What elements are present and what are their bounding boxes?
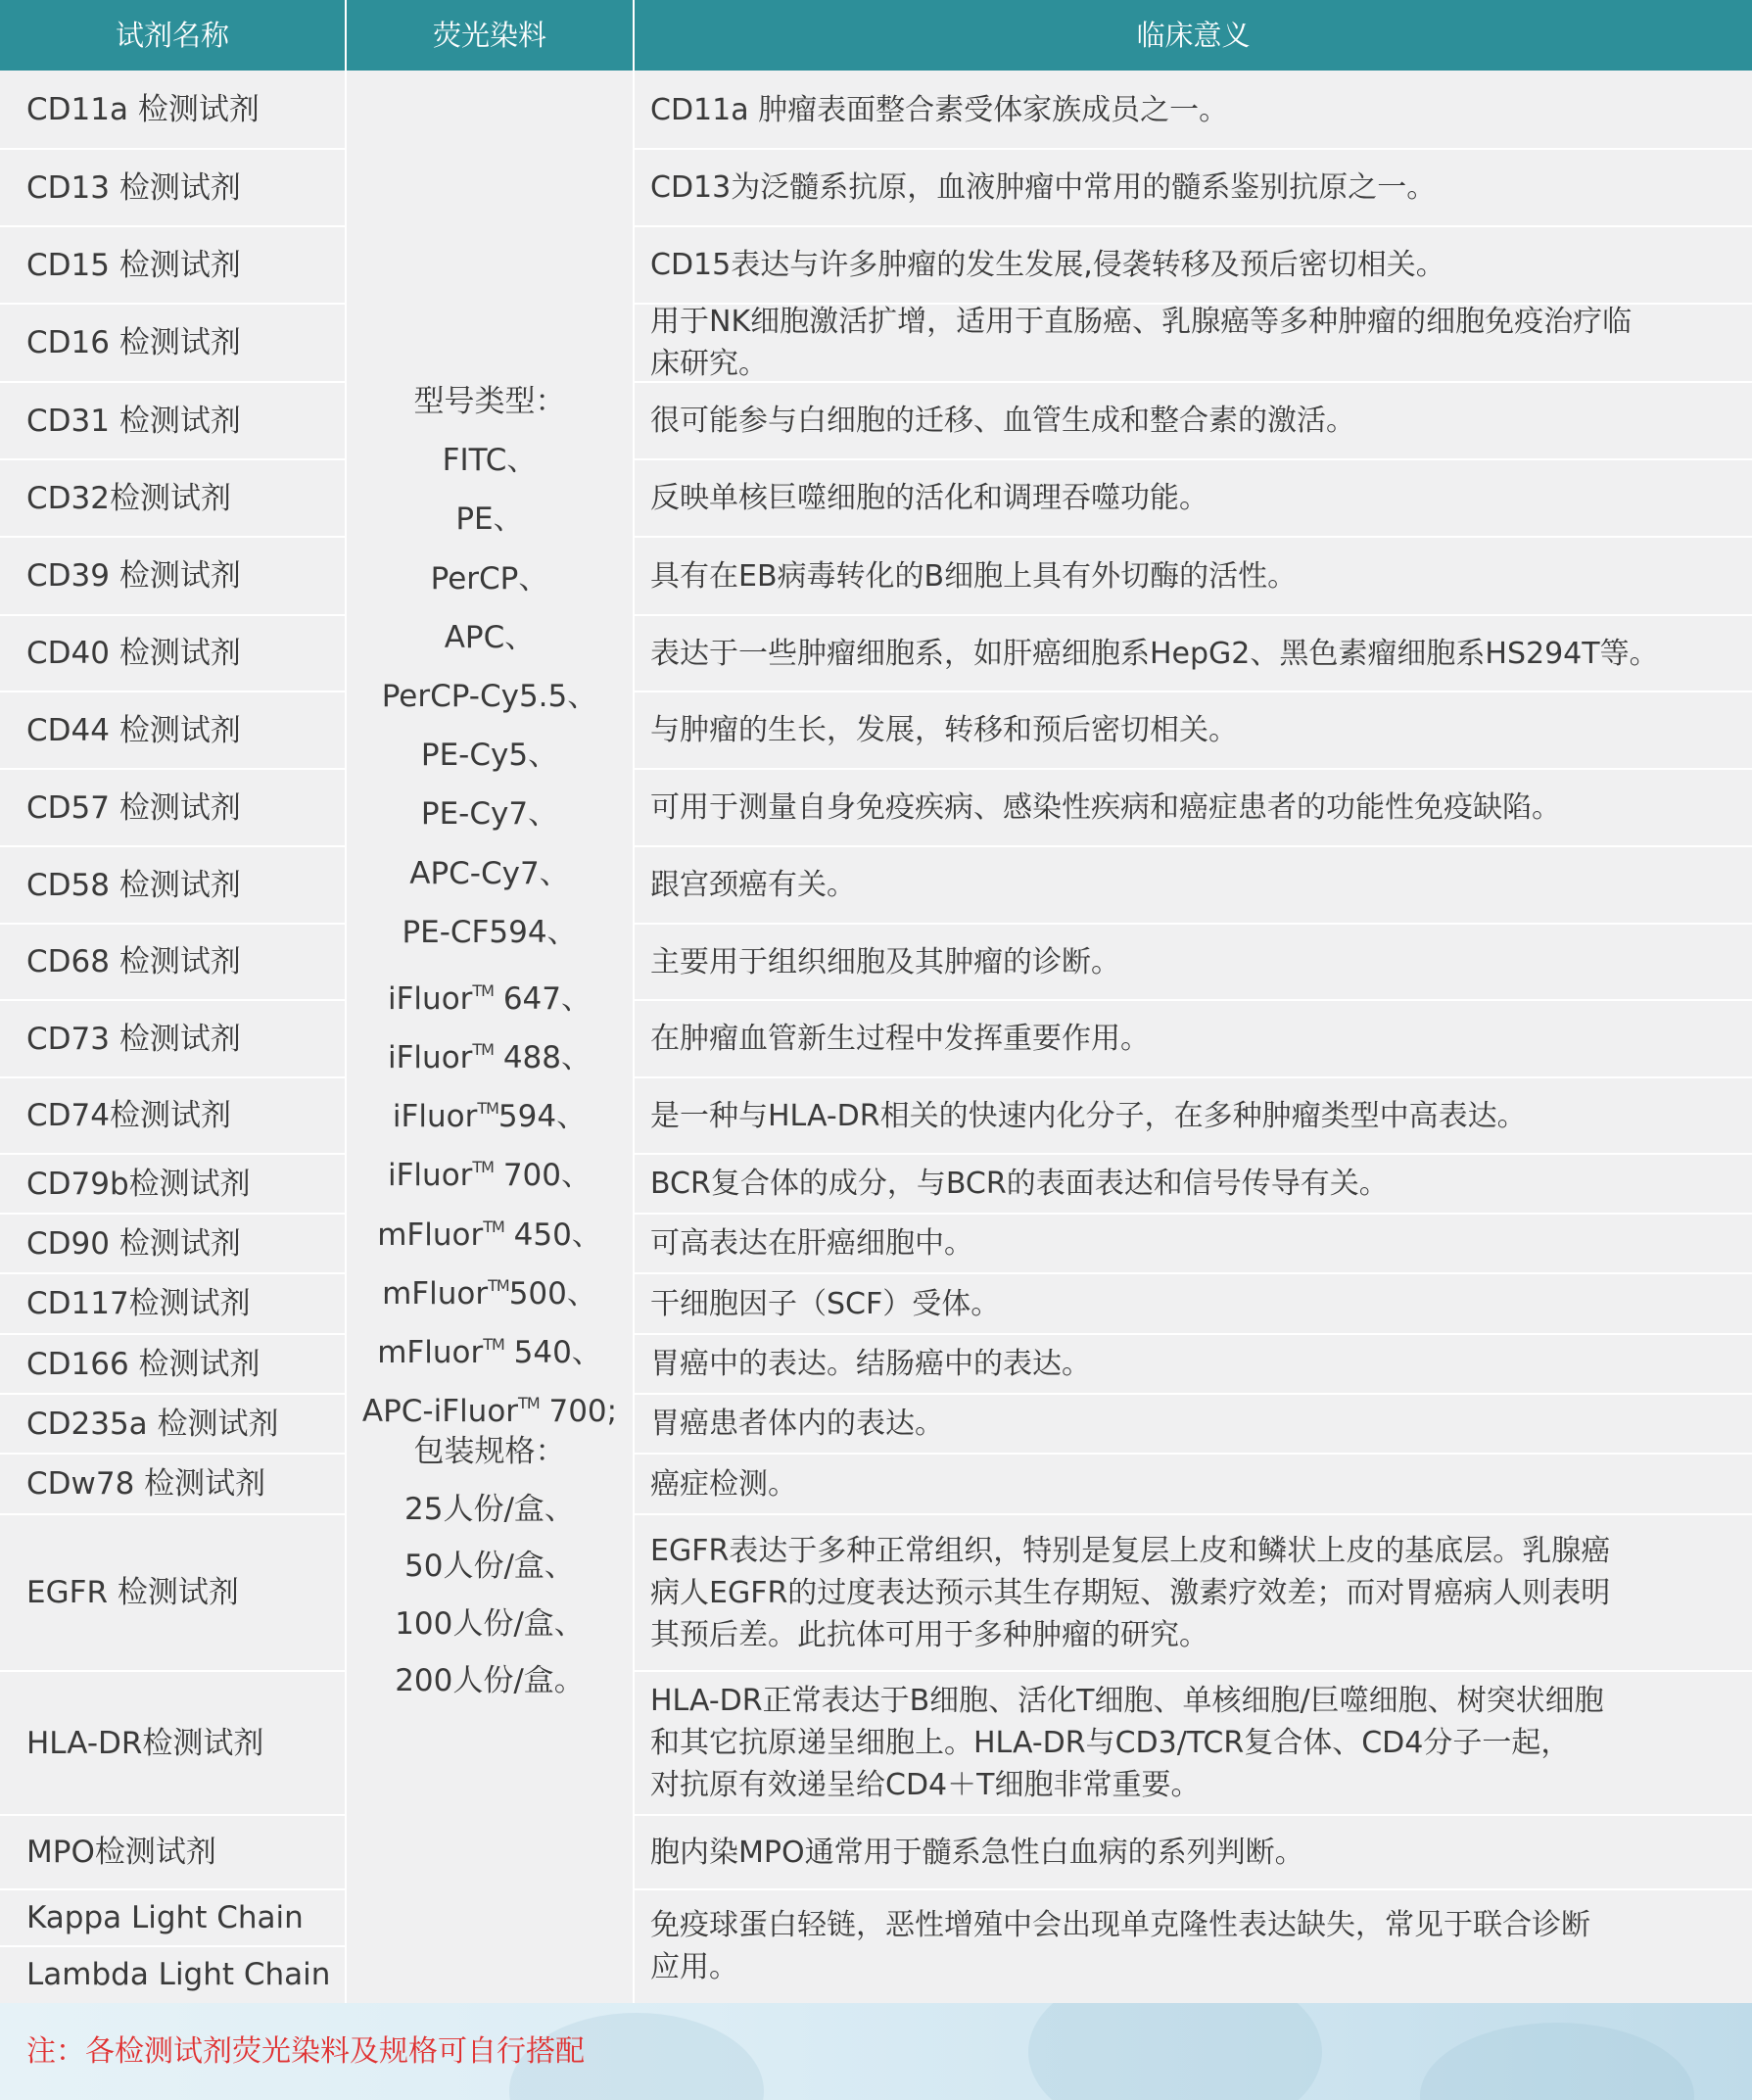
reagent-name	[26, 1671, 340, 1815]
dye-item: PE-CF594、	[402, 914, 578, 950]
reagent-name-line: CD31 检测试剂	[26, 403, 241, 439]
reagent-name	[26, 692, 340, 769]
reagent-name	[26, 1273, 340, 1334]
clinical-significance	[650, 459, 1745, 537]
dye-item: mFluor™ 540、	[377, 1335, 602, 1370]
clinical-significance-text	[650, 400, 1355, 442]
dye-item: FITC、	[442, 443, 538, 479]
table-row	[0, 1815, 1752, 1889]
reagent-name-line: CD40 检测试剂	[26, 636, 241, 671]
footer-note: 注：各检测试剂荧光染料及规格可自行搭配	[26, 2034, 585, 2069]
clinical-significance-line: 表达于一些肿瘤细胞系，如肝癌细胞系HepG2、黑色素瘤细胞系HS294T等。	[650, 636, 1659, 671]
reagent-name	[26, 226, 340, 304]
clinical-significance-text	[650, 787, 1561, 829]
table-row	[0, 615, 1752, 692]
reagent-name-line: CD44 检测试剂	[26, 712, 241, 748]
clinical-significance-line: EGFR表达于多种正常组织，特别是复层上皮和鳞状上皮的基底层。乳腺癌	[650, 1533, 1611, 1568]
clinical-significance	[650, 1671, 1745, 1815]
reagent-name	[26, 1077, 340, 1154]
clinical-significance-text	[650, 555, 1297, 597]
clinical-significance-line: 干细胞因子（SCF）受体。	[650, 1286, 1001, 1321]
reagent-name	[26, 1000, 340, 1077]
table-row	[0, 537, 1752, 615]
clinical-significance-line: 可高表达在肝癌细胞中。	[650, 1226, 973, 1261]
reagent-name-line: CD13 检测试剂	[26, 169, 241, 206]
reagent-name-line: CD58 检测试剂	[26, 867, 241, 903]
clinical-significance-text	[650, 477, 1208, 519]
clinical-significance-text	[650, 244, 1445, 286]
clinical-significance-line: 胞内染MPO通常用于髓系急性白血病的系列判断。	[650, 1835, 1304, 1870]
clinical-significance-text	[650, 1018, 1150, 1060]
reagent-name	[26, 382, 340, 459]
dye-item: APC-iFluor™ 700;	[361, 1394, 618, 1430]
reagent-name	[26, 1334, 340, 1394]
clinical-significance-line: 是一种与HLA-DR相关的快速内化分子，在多种肿瘤类型中高表达。	[650, 1098, 1527, 1133]
clinical-significance-line: 胃癌患者体内的表达。	[650, 1407, 944, 1441]
dye-item: 型号类型：	[413, 384, 566, 419]
dye-item: APC、	[444, 619, 536, 655]
clinical-significance	[650, 1273, 1745, 1334]
reagent-name	[26, 149, 340, 226]
clinical-significance-line: 对抗原有效递呈给CD4＋T细胞非常重要。	[650, 1768, 1201, 1802]
reagent-name-line: CD11a 检测试剂	[26, 92, 260, 127]
clinical-significance-text	[650, 1095, 1527, 1137]
dye-item: mFluor™ 450、	[377, 1217, 602, 1253]
table-row	[0, 692, 1752, 769]
table-header	[0, 0, 1752, 71]
clinical-significance-text	[650, 864, 856, 906]
clinical-significance-line: 用于NK细胞激活扩增，适用于直肠癌、乳腺癌等多种肿瘤的细胞免疫治疗临	[650, 305, 1633, 339]
clinical-significance-text	[650, 1530, 1610, 1656]
clinical-significance	[650, 924, 1745, 1000]
footer-note-bar	[0, 2003, 1752, 2100]
reagent-name	[26, 459, 340, 537]
dye-item: PerCP、	[430, 560, 549, 597]
clinical-significance-text	[650, 1163, 1389, 1205]
dye-item: APC-Cy7、	[409, 855, 570, 891]
table-row	[0, 459, 1752, 537]
table-row	[0, 924, 1752, 1000]
table-row	[0, 226, 1752, 304]
table-row	[0, 1334, 1752, 1394]
reagent-name-line: CD73 检测试剂	[26, 1021, 241, 1057]
dye-item: PE-Cy5、	[420, 738, 559, 774]
clinical-significance-text	[650, 709, 1238, 751]
clinical-significance	[650, 1815, 1745, 1889]
table-row	[0, 1154, 1752, 1214]
reagent-name-line: HLA-DR检测试剂	[26, 1725, 264, 1761]
table-row	[0, 769, 1752, 846]
clinical-significance	[650, 537, 1745, 615]
table-row	[0, 1454, 1752, 1514]
reagent-name-line: CD235a 检测试剂	[26, 1406, 279, 1442]
dye-item: PerCP-Cy5.5、	[381, 678, 598, 714]
clinical-significance-line: CD13为泛髓系抗原，血液肿瘤中常用的髓系鉴别抗原之一。	[650, 170, 1437, 205]
reagent-name-line: CD57 检测试剂	[26, 789, 241, 826]
clinical-significance-line: 免疫球蛋白轻链，恶性增殖中会出现单克隆性表达缺失，常见于联合诊断	[650, 1908, 1590, 1942]
clinical-significance-line: 跟宫颈癌有关。	[650, 868, 856, 902]
clinical-significance-text	[650, 1463, 797, 1505]
clinical-significance-text	[650, 941, 1120, 983]
reagent-name-line: CD79b检测试剂	[26, 1166, 251, 1202]
decorative-cell-shape	[1028, 2003, 1322, 2100]
clinical-significance-line: 可用于测量自身免疫疾病、感染性疾病和癌症患者的功能性免疫缺陷。	[650, 790, 1561, 825]
reagent-name-line: CD166 检测试剂	[26, 1346, 260, 1382]
clinical-significance	[650, 846, 1745, 924]
reagent-name-line: CDw78 检测试剂	[26, 1466, 266, 1502]
dye-item: PE-Cy7、	[420, 796, 559, 833]
clinical-significance-line: 主要用于组织细胞及其肿瘤的诊断。	[650, 944, 1120, 979]
reagent-name	[26, 71, 340, 149]
table-row	[0, 304, 1752, 382]
clinical-significance	[650, 1000, 1745, 1077]
dye-item: iFluor™594、	[392, 1099, 588, 1135]
reagent-name-line: CD16 检测试剂	[26, 325, 241, 360]
clinical-significance-text	[650, 301, 1632, 385]
clinical-significance	[650, 1889, 1745, 2003]
clinical-significance	[650, 692, 1745, 769]
clinical-significance	[650, 1394, 1745, 1454]
dye-item: iFluor™ 488、	[387, 1040, 592, 1076]
clinical-significance	[650, 1077, 1745, 1154]
table-row	[0, 1671, 1752, 1815]
reagent-name	[26, 1154, 340, 1214]
clinical-significance-line: 应用。	[650, 1950, 738, 1984]
reagent-name	[26, 304, 340, 382]
clinical-significance	[650, 615, 1745, 692]
table-row	[0, 1273, 1752, 1334]
clinical-significance-line: 胃癌中的表达。结肠癌中的表达。	[650, 1347, 1091, 1381]
clinical-significance-text	[650, 1222, 973, 1265]
clinical-significance	[650, 769, 1745, 846]
package-item: 200人份/盒。	[395, 1663, 585, 1698]
reagent-name-line: CD117检测试剂	[26, 1286, 251, 1321]
clinical-significance	[650, 1334, 1745, 1394]
clinical-significance-line: HLA-DR正常表达于B细胞、活化T细胞、单核细胞/巨噬细胞、树突状细胞	[650, 1684, 1604, 1718]
clinical-significance	[650, 1154, 1745, 1214]
clinical-significance-line: 病人EGFR的过度表达预示其生存期短、激素疗效差；而对胃癌病人则表明	[650, 1575, 1611, 1610]
package-item: 包装规格：	[413, 1434, 566, 1469]
reagent-name-line: CD39 检测试剂	[26, 558, 241, 594]
clinical-significance	[650, 1214, 1745, 1273]
clinical-significance-line: 癌症检测。	[650, 1466, 797, 1502]
clinical-significance-text	[650, 1832, 1304, 1874]
package-item: 25人份/盒、	[404, 1491, 575, 1527]
table-row	[0, 382, 1752, 459]
reagent-name-line: EGFR 检测试剂	[26, 1575, 239, 1610]
reagent-name	[26, 1214, 340, 1273]
clinical-significance	[650, 71, 1745, 149]
clinical-significance	[650, 304, 1745, 382]
reagent-name	[26, 769, 340, 846]
package-item: 50人份/盒、	[404, 1549, 575, 1584]
table-row	[0, 149, 1752, 226]
reagent-name	[26, 1454, 340, 1514]
dye-item: iFluor™ 700、	[387, 1158, 592, 1194]
dye-item: iFluor™ 647、	[387, 980, 592, 1017]
dye-item: PE、	[455, 501, 524, 538]
row-divider	[0, 1945, 345, 1947]
clinical-significance-line: 和其它抗原递呈细胞上。HLA-DR与CD3/TCR复合体、CD4分子一起，	[650, 1726, 1571, 1760]
clinical-significance-text	[650, 1403, 944, 1445]
table-row	[0, 1889, 1752, 2003]
package-item: 100人份/盒、	[395, 1605, 585, 1642]
clinical-significance-line: CD15表达与许多肿瘤的发生发展,侵袭转移及预后密切相关。	[650, 248, 1445, 282]
table-row	[0, 1514, 1752, 1671]
table-row	[0, 1394, 1752, 1454]
reagent-name-line: MPO检测试剂	[26, 1835, 216, 1870]
reagent-name-line: CD90 检测试剂	[26, 1225, 241, 1262]
dye-list	[348, 372, 632, 1433]
table-row	[0, 71, 1752, 149]
clinical-significance-line: 具有在EB病毒转化的B细胞上具有外切酶的活性。	[650, 558, 1298, 594]
header-fluorescent-dye: 荧光染料	[432, 19, 546, 52]
clinical-significance-line: 其预后差。此抗体可用于多种肿瘤的研究。	[650, 1617, 1208, 1652]
clinical-significance	[650, 149, 1745, 226]
clinical-significance-text	[650, 167, 1436, 209]
dye-item: mFluor™500、	[382, 1275, 597, 1312]
clinical-significance-line: 反映单核巨噬细胞的活化和调理吞噬功能。	[650, 481, 1208, 515]
reagent-name	[26, 846, 340, 924]
clinical-significance-text	[650, 89, 1228, 131]
reagent-name-line: CD74检测试剂	[26, 1098, 231, 1133]
clinical-significance-text	[650, 1680, 1604, 1806]
clinical-significance	[650, 226, 1745, 304]
package-spec-list	[348, 1423, 632, 1710]
clinical-significance-line: 在肿瘤血管新生过程中发挥重要作用。	[650, 1022, 1150, 1056]
reagent-name-line: CD68 检测试剂	[26, 944, 241, 979]
clinical-significance-text	[650, 633, 1659, 675]
reagent-name	[26, 1514, 340, 1671]
table-row	[0, 846, 1752, 924]
clinical-significance-text	[650, 1283, 1000, 1325]
clinical-significance-line: 与肿瘤的生长，发展，转移和预后密切相关。	[650, 713, 1238, 747]
clinical-significance-line: CD11a 肿瘤表面整合素受体家族成员之一。	[650, 92, 1229, 127]
clinical-significance	[650, 1514, 1745, 1671]
reagent-name-line: Lambda Light Chain	[26, 1957, 331, 1992]
clinical-significance	[650, 382, 1745, 459]
reagent-name	[26, 615, 340, 692]
clinical-significance-text	[650, 1343, 1091, 1385]
reagent-name-line: CD15 检测试剂	[26, 247, 241, 283]
clinical-significance-text	[650, 1904, 1590, 1988]
header-reagent-name: 试剂名称	[115, 19, 229, 52]
reagent-name	[26, 924, 340, 1000]
clinical-significance-line: 床研究。	[650, 347, 768, 381]
reagent-name-line: CD32检测试剂	[26, 480, 231, 516]
clinical-significance-line: BCR复合体的成分，与BCR的表面表达和信号传导有关。	[650, 1167, 1389, 1201]
reagent-name	[26, 537, 340, 615]
reagent-name-line: Kappa Light Chain	[26, 1900, 304, 1935]
table-row	[0, 1000, 1752, 1077]
reagent-name	[26, 1394, 340, 1454]
clinical-significance	[650, 1454, 1745, 1514]
header-clinical-significance: 临床意义	[1136, 19, 1251, 52]
table-row	[0, 1077, 1752, 1154]
clinical-significance-line: 很可能参与白细胞的迁移、血管生成和整合素的激活。	[650, 404, 1355, 438]
decorative-cell-shape	[1420, 2023, 1694, 2100]
reagent-name	[26, 1815, 340, 1889]
table-row	[0, 1214, 1752, 1273]
